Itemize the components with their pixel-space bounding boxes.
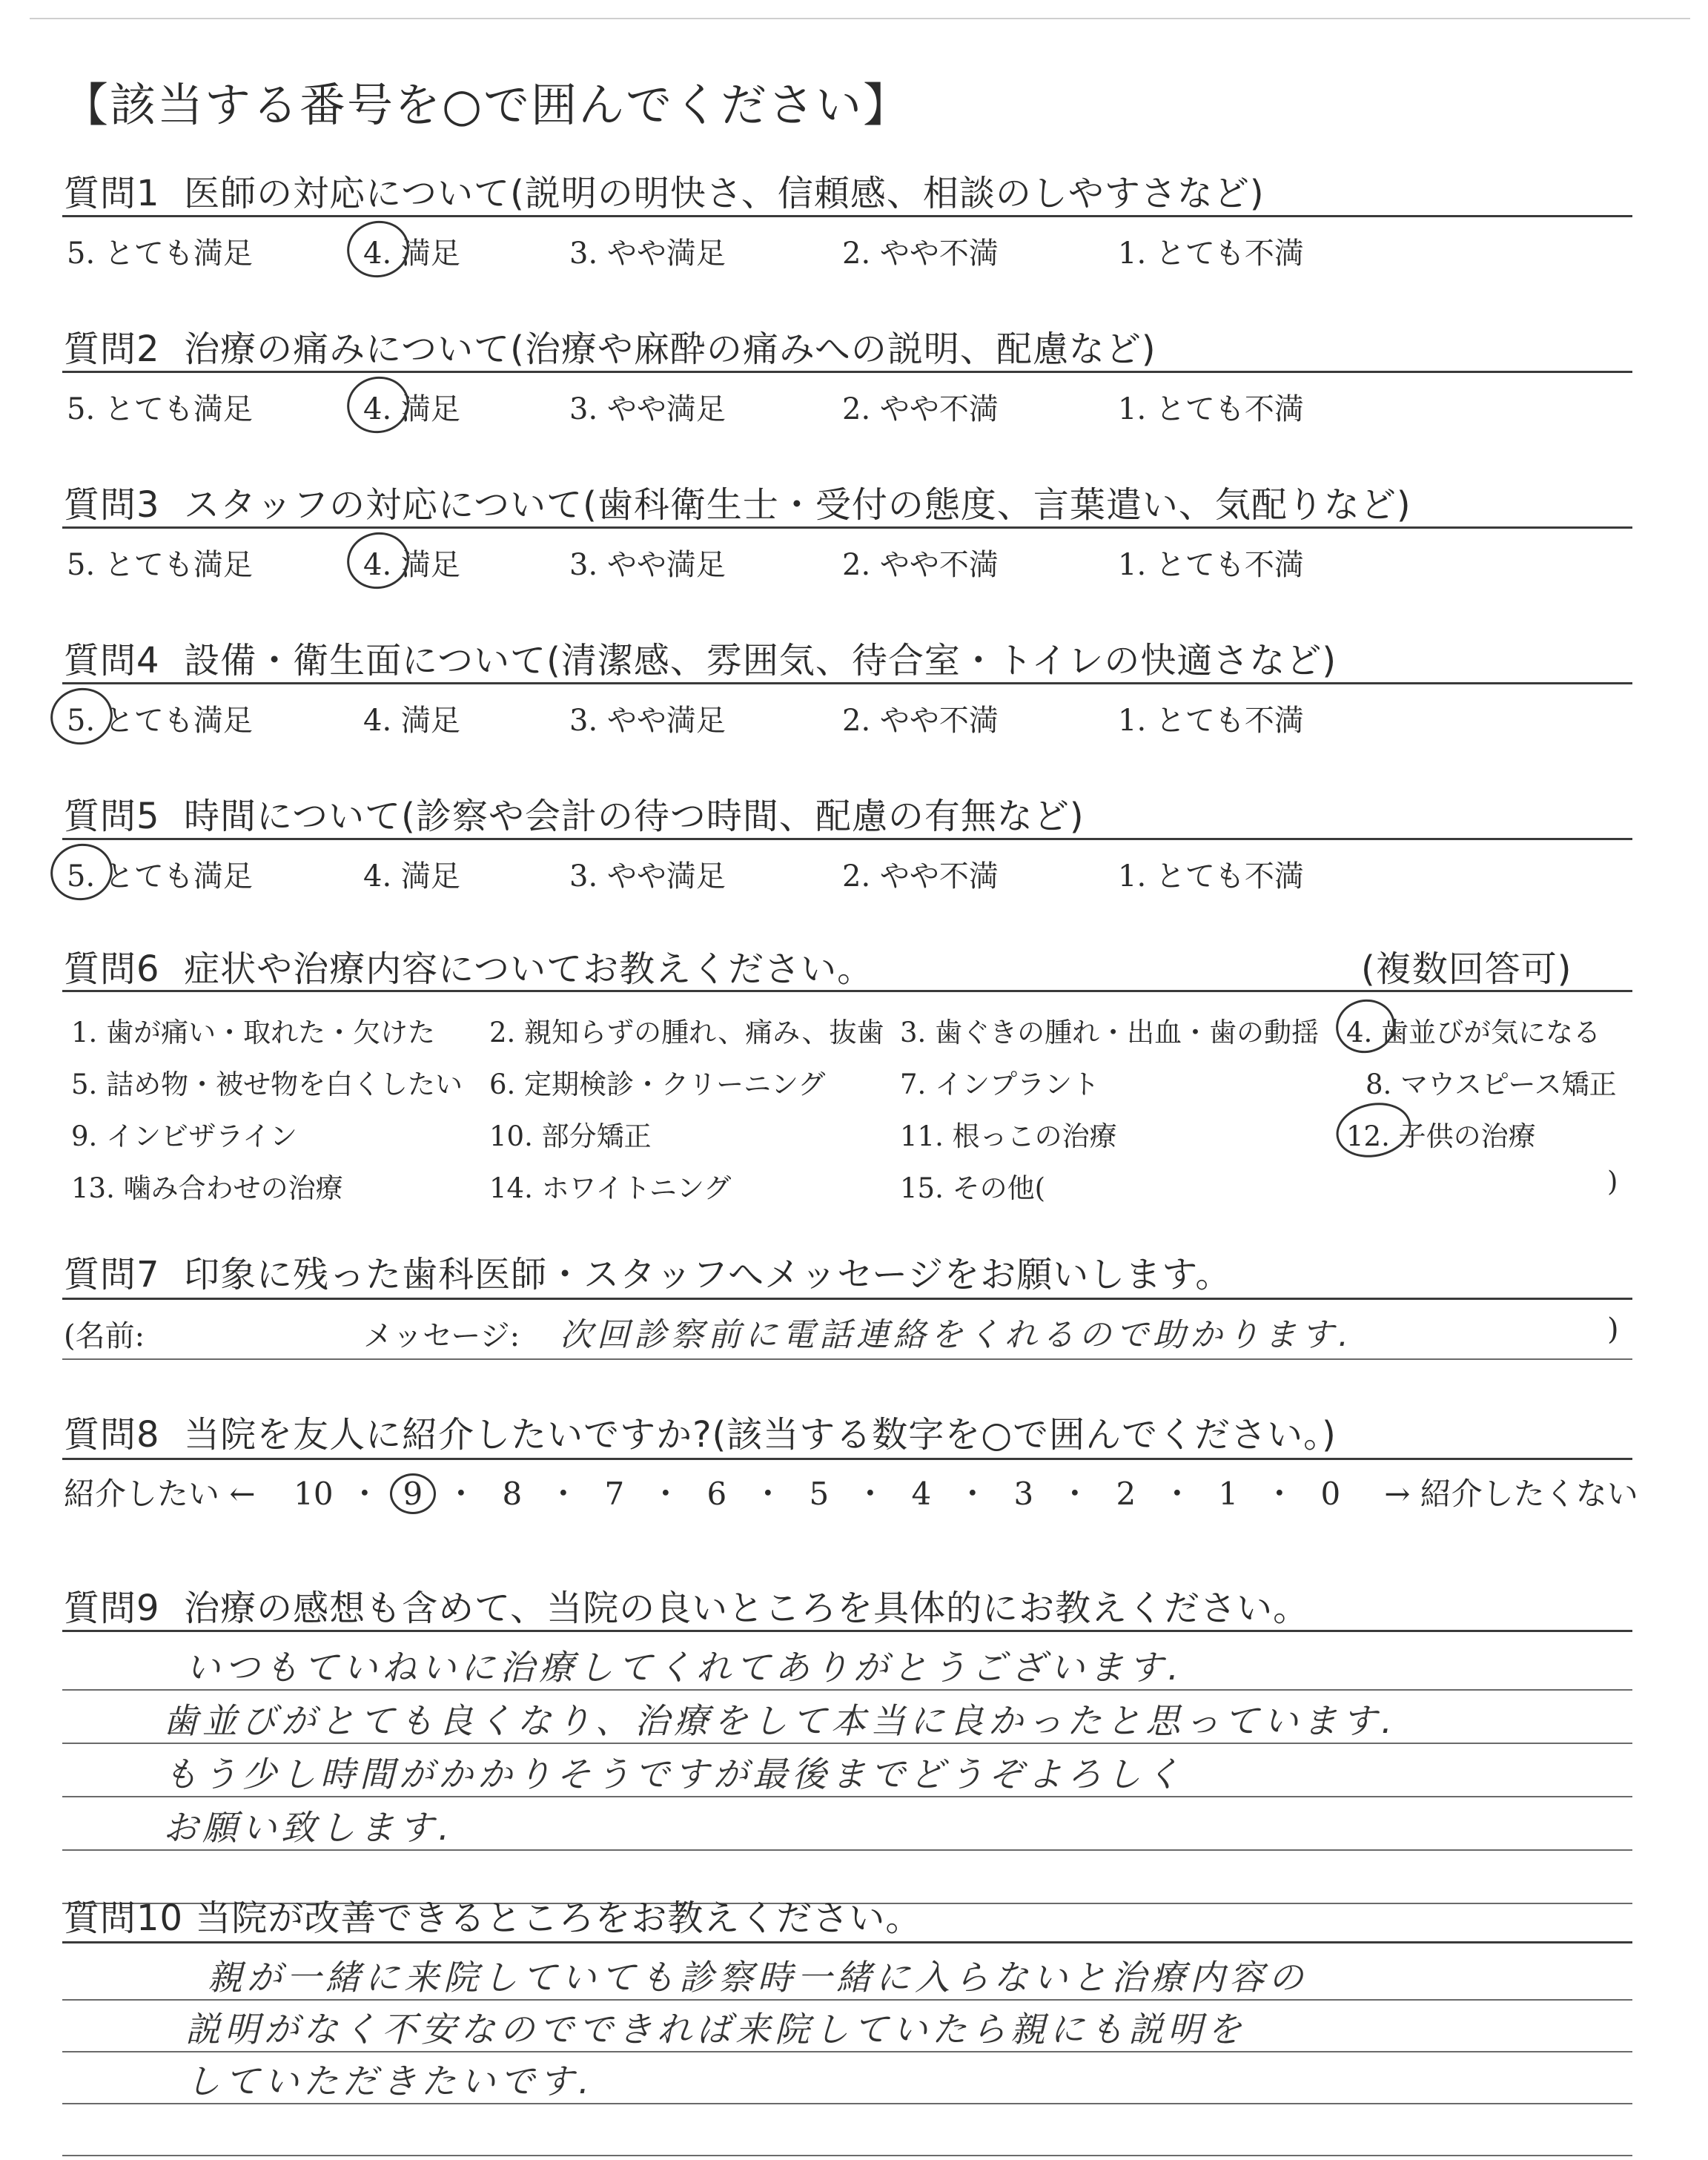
q8-scale-separator: ・ [752,1476,784,1512]
q3-option-5[interactable]: 5. とても満足 [67,548,253,582]
q3-option-2[interactable]: 2. やや不満 [842,548,999,582]
q6-other-close-paren: ) [1607,1166,1618,1198]
q8-text: 当院を友人に紹介したいですか?(該当する数字を○で囲んでください。) [184,1414,1337,1456]
q7-close-paren: ) [1607,1312,1619,1347]
q5-option-1[interactable]: 1. とても不満 [1118,859,1304,894]
q10-writing-rule [62,2051,1632,2052]
q9-text: 治療の感想も含めて、当院の良いところを具体的にお教えください。 [184,1588,1310,1629]
q1-option-5[interactable]: 5. とても満足 [67,237,253,271]
q8-scale-10[interactable]: 10 [294,1476,334,1512]
q6-option-4[interactable]: 4. 歯並びが気になる [1346,1017,1601,1048]
q9-heading [64,1579,1309,1631]
q9-rule [62,1630,1632,1632]
q10-answer-line: 説明がなく不安なのでできれば来院していたら親にも説明を [185,2009,1246,2050]
q3-option-3[interactable]: 3. やや満足 [569,548,726,582]
q6-option-15[interactable]: 15. その他( [900,1172,1046,1204]
q8-scale-row [64,1470,1638,1514]
q10-text: 当院が改善できるところをお教えください。 [195,1898,922,1939]
q4-label: 質問4 [64,640,160,681]
q1-option-2[interactable]: 2. やや不満 [842,237,999,271]
q10-label: 質問10 [64,1898,184,1939]
q4-rule [62,682,1632,684]
q8-rule [62,1458,1632,1460]
q8-scale-separator: ・ [854,1476,886,1512]
q9-answer-line: 歯並びがとても良くなり、治療をして本当に良かったと思っています. [163,1701,1397,1742]
q8-scale-separator: ・ [649,1476,681,1512]
q10-writing-rule [62,1999,1632,2001]
page-title: 【該当する番号を○で囲んでください】 [62,78,911,132]
q2-option-3[interactable]: 3. やや満足 [569,392,726,426]
q6-option-11[interactable]: 11. 根っこの治療 [900,1120,1117,1152]
q10-answer-line: 親が一緒に来院していても診察時一緒に入らないと治療内容の [208,1958,1308,1998]
q2-selection-circle [342,371,414,439]
q9-writing-rule [62,1689,1632,1691]
q3-option-4[interactable]: 4. 満足 [363,548,460,582]
q8-scale-1[interactable]: 1 [1218,1476,1239,1512]
q6-option-6[interactable]: 6. 定期検診・クリーニング [489,1069,826,1100]
q8-scale-6[interactable]: 6 [706,1476,727,1512]
q8-scale-separator: ・ [547,1476,579,1512]
q8-right-label: → 紹介したくない [1384,1476,1638,1512]
q3-text: スタッフの対応について(歯科衛生士・受付の態度、言葉遣い、気配りなど) [184,484,1411,526]
q6-label: 質問6 [64,948,160,990]
q2-text: 治療の痛みについて(治療や麻酔の痛みへの説明、配慮など) [184,328,1156,370]
q8-scale-separator: ・ [348,1476,380,1512]
page-top-edge [30,18,1690,19]
q7-message-label: メッセージ: [363,1319,520,1353]
q4-selection-circle [45,682,118,750]
q4-option-4[interactable]: 4. 満足 [363,704,460,738]
q1-option-1[interactable]: 1. とても不満 [1118,237,1304,271]
q6-option-14[interactable]: 14. ホワイトニング [489,1172,732,1204]
q3-selection-circle [342,526,414,595]
q2-option-4[interactable]: 4. 満足 [363,392,460,426]
q6-heading [64,940,873,991]
q10-rule [62,1941,1632,1943]
q7-answer-rule [62,1358,1632,1360]
q8-scale-2[interactable]: 2 [1116,1476,1136,1512]
q10-heading [64,1889,921,1941]
q8-scale-separator: ・ [1059,1476,1090,1512]
q1-option-3[interactable]: 3. やや満足 [569,237,726,271]
q1-selection-circle [342,215,414,283]
q8-scale [288,1476,1357,1512]
q2-rule [62,371,1632,373]
q9-answer-line: いつもていねいに治療してくれてありがとうございます. [185,1648,1183,1688]
q5-option-2[interactable]: 2. やや不満 [842,859,999,894]
q6-option-8[interactable]: 8. マウスピース矯正 [1366,1069,1617,1100]
q9-writing-rule [62,1796,1632,1797]
q9-answer-line: お願い致します. [163,1808,454,1849]
q6-option-5[interactable]: 5. 詰め物・被せ物を白くしたい [71,1069,463,1100]
q6-option-1[interactable]: 1. 歯が痛い・取れた・欠けた [71,1017,436,1048]
q4-option-2[interactable]: 2. やや不満 [842,704,999,738]
q2-option-2[interactable]: 2. やや不満 [842,392,999,426]
q5-option-4[interactable]: 4. 満足 [363,859,460,894]
q4-text: 設備・衛生面について(清潔感、雰囲気、待合室・トイレの快適さなど) [184,640,1337,681]
q6-rule [62,990,1632,992]
q8-scale-separator: ・ [1263,1476,1295,1512]
q5-text: 時間について(診察や会計の待つ時間、配慮の有無など) [184,796,1085,837]
q9-writing-rule [62,1743,1632,1744]
q7-message-answer: 次回診察前に電話連絡をくれるので助かります. [560,1316,1353,1354]
q2-label: 質問2 [64,328,160,370]
q8-scale-3[interactable]: 3 [1013,1476,1034,1512]
q8-heading [64,1406,1337,1457]
q3-heading [64,476,1411,527]
q1-option-4[interactable]: 4. 満足 [363,237,460,271]
q7-text: 印象に残った歯科医師・スタッフへメッセージをお願いします。 [184,1254,1232,1295]
q1-heading [64,165,1265,216]
q8-scale-0[interactable]: 0 [1320,1476,1341,1512]
q6-note: (複数回答可) [1361,948,1572,990]
q5-option-3[interactable]: 3. やや満足 [569,859,726,894]
q5-selection-circle [45,838,118,906]
q6-option-12[interactable]: 12. 子供の治療 [1346,1120,1536,1152]
q2-heading [64,320,1156,371]
q6-option-9[interactable]: 9. インビザライン [71,1120,297,1152]
q8-scale-8[interactable]: 8 [502,1476,523,1512]
q10-answer-line: していただきたいです. [185,2061,594,2102]
q6-option-13[interactable]: 13. 噛み合わせの治療 [71,1172,343,1204]
q10-writing-rule [62,2103,1632,2104]
q1-rule [62,215,1632,217]
q4-heading [64,632,1337,683]
q4-option-5[interactable]: 5. とても満足 [67,704,253,738]
q8-scale-4[interactable]: 4 [911,1476,932,1512]
q3-option-1[interactable]: 1. とても不満 [1118,548,1304,582]
q3-label: 質問3 [64,484,160,526]
q8-scale-separator: ・ [956,1476,988,1512]
q3-rule [62,526,1632,529]
q2-option-1[interactable]: 1. とても不満 [1118,392,1304,426]
q6-option-10[interactable]: 10. 部分矯正 [489,1120,652,1152]
q7-name-label: (名前: [64,1319,145,1353]
q7-rule [62,1298,1632,1300]
q1-text: 医師の対応について(説明の明快さ、信頼感、相談のしやすさなど) [184,173,1265,214]
q6-option-7[interactable]: 7. インプラント [900,1069,1100,1100]
q5-option-5[interactable]: 5. とても満足 [67,859,253,894]
q8-scale-separator: ・ [1161,1476,1193,1512]
q9-writing-rule [62,1849,1632,1851]
q6-selection-circle [1331,1096,1417,1164]
q10-writing-rule [62,2155,1632,2156]
q4-option-3[interactable]: 3. やや満足 [569,704,726,738]
q5-rule [62,838,1632,840]
q8-scale-separator: ・ [445,1476,477,1512]
q6-text: 症状や治療内容についてお教えください。 [184,948,874,990]
q8-scale-5[interactable]: 5 [809,1476,830,1512]
q4-option-1[interactable]: 1. とても不満 [1118,704,1304,738]
q1-label: 質問1 [64,173,160,214]
q8-label: 質問8 [64,1414,160,1456]
q5-heading [64,787,1085,839]
q7-heading [64,1246,1231,1297]
q6-option-3[interactable]: 3. 歯ぐきの腫れ・出血・歯の動揺 [900,1017,1320,1048]
q9-label: 質問9 [64,1588,160,1629]
q9-answer-line: もう少し時間がかかりそうですが最後までどうぞよろしく [163,1754,1185,1795]
q5-label: 質問5 [64,796,160,837]
q2-option-5[interactable]: 5. とても満足 [67,392,253,426]
q6-option-2[interactable]: 2. 親知らずの腫れ、痛み、抜歯 [489,1017,884,1048]
q8-scale-7[interactable]: 7 [604,1476,625,1512]
q8-left-label: 紹介したい ← [64,1476,256,1512]
q7-label: 質問7 [64,1254,160,1295]
q8-scale-9[interactable]: 9 [390,1473,436,1514]
